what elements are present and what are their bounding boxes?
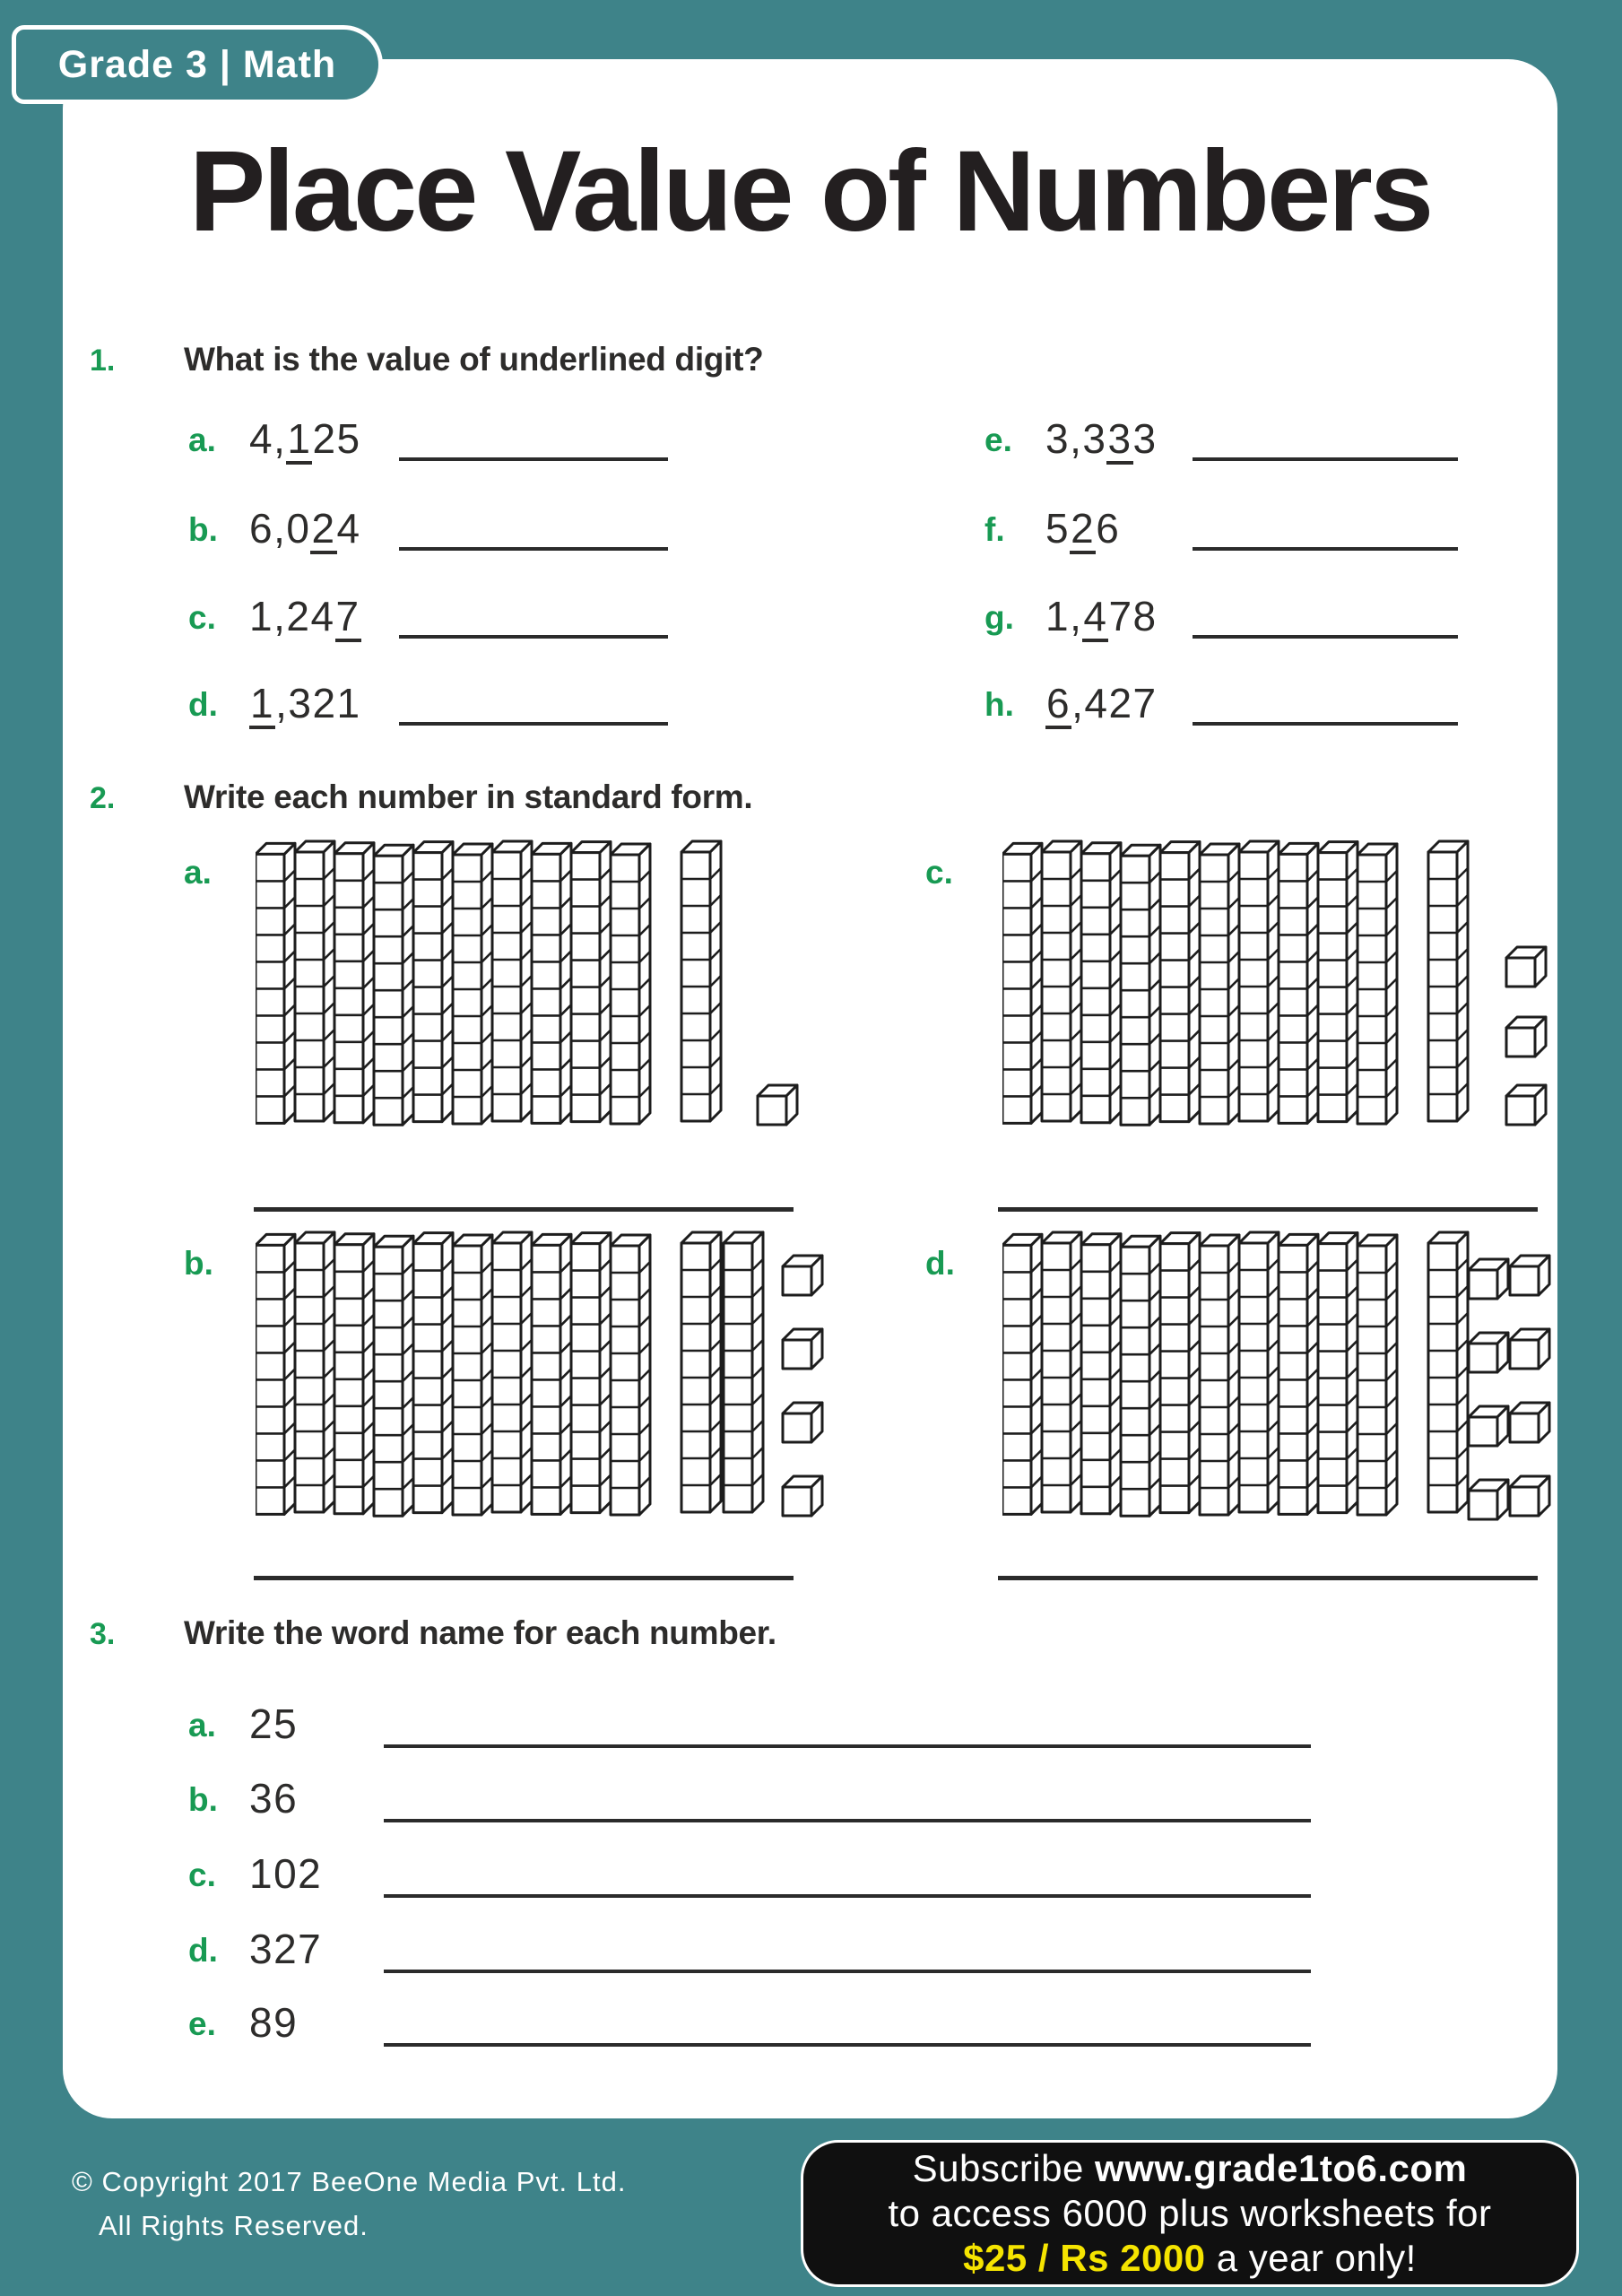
base-ten-blocks [1002, 1225, 1576, 1535]
q1-item-label: d. [188, 686, 218, 723]
q3-prompt: Write the word name for each number. [184, 1614, 776, 1651]
q2-item-label: d. [925, 1245, 955, 1282]
q1-item [0, 414, 1622, 470]
q1-item [0, 679, 1622, 735]
answer-blank-line[interactable] [384, 1744, 1311, 1748]
subscribe-line1 [913, 2146, 1468, 2191]
q3-item [0, 1998, 1622, 2054]
q3-item-label: e. [188, 2005, 216, 2042]
q2-item-label: a. [184, 854, 212, 891]
q3-item [0, 1700, 1622, 1755]
subscribe-site-link[interactable]: www.grade1to6.com [1095, 2147, 1468, 2189]
q3-header [0, 1614, 1622, 1659]
q1-item-value: 526 [1045, 504, 1120, 554]
q1-item-value: 1,247 [249, 592, 361, 642]
subscribe-line3 [963, 2236, 1417, 2281]
answer-blank-line[interactable] [384, 2043, 1311, 2047]
q1-item-label: c. [188, 599, 216, 636]
base-ten-blocks [256, 834, 829, 1144]
q2-prompt: Write each number in standard form. [184, 778, 753, 815]
grade-badge-label: Grade 3 | Math [57, 42, 337, 86]
q1-item-label: g. [984, 599, 1014, 636]
q2-item-label: c. [925, 854, 953, 891]
q3-item-value: 327 [249, 1926, 323, 1972]
underlined-digit: 4 [1082, 595, 1108, 642]
q1-item [0, 504, 1622, 560]
page-title: Place Value of Numbers [188, 127, 1432, 256]
q2-header [0, 778, 1622, 823]
q1-item-value: 1,478 [1045, 592, 1158, 642]
underlined-digit: 1 [249, 682, 275, 729]
q2-number: 2. [90, 781, 116, 815]
copyright-line2: All Rights Reserved. [99, 2210, 369, 2241]
q2-item-label: b. [184, 1245, 213, 1282]
copyright-text [72, 2160, 626, 2248]
q3-number: 3. [90, 1617, 116, 1651]
subscribe-banner [801, 2140, 1579, 2287]
answer-blank-line[interactable] [254, 1207, 794, 1212]
q3-item [0, 1925, 1622, 1980]
answer-blank-line[interactable] [1193, 722, 1458, 726]
q1-item-value: 3,333 [1045, 414, 1158, 465]
answer-blank-line[interactable] [1193, 547, 1458, 551]
q1-item-label: b. [188, 511, 218, 548]
q1-prompt: What is the value of underlined digit? [184, 341, 764, 378]
answer-blank-line[interactable] [384, 1894, 1311, 1898]
q3-item-label: a. [188, 1707, 216, 1744]
answer-blank-line[interactable] [254, 1576, 794, 1580]
q3-item-value: 102 [249, 1850, 323, 1897]
answer-blank-line[interactable] [998, 1207, 1538, 1212]
q1-item-label: e. [984, 422, 1012, 458]
underlined-digit: 6 [1045, 682, 1071, 729]
copyright-line1: © Copyright 2017 BeeOne Media Pvt. Ltd. [72, 2166, 627, 2197]
q1-item-label: f. [984, 511, 1005, 548]
underlined-digit: 1 [286, 417, 312, 465]
answer-blank-line[interactable] [1193, 635, 1458, 639]
underlined-digit: 7 [335, 595, 361, 642]
q1-header [0, 341, 1622, 386]
base-ten-blocks [1002, 834, 1576, 1144]
answer-blank-line[interactable] [998, 1576, 1538, 1580]
q1-item [0, 592, 1622, 648]
grade-badge [12, 25, 383, 104]
q3-item-label: c. [188, 1857, 216, 1893]
q3-item [0, 1774, 1622, 1830]
subscribe-price-suffix: a year only! [1205, 2237, 1417, 2279]
base-ten-blocks [256, 1225, 829, 1535]
answer-blank-line[interactable] [1193, 457, 1458, 461]
subscribe-line2: to access 6000 plus worksheets for [888, 2192, 1492, 2234]
q1-item-value: 1,321 [249, 679, 361, 729]
q1-item-label: a. [188, 422, 216, 458]
q3-item-value: 25 [249, 1700, 299, 1747]
q1-item-label: h. [984, 686, 1014, 723]
q3-item-value: 36 [249, 1775, 299, 1822]
q3-item-label: b. [188, 1781, 218, 1818]
answer-blank-line[interactable] [384, 1970, 1311, 1973]
q3-item-value: 89 [249, 1999, 299, 2046]
q1-number: 1. [90, 344, 116, 378]
q3-item [0, 1849, 1622, 1905]
q3-item-label: d. [188, 1932, 218, 1969]
underlined-digit: 3 [1106, 417, 1132, 465]
underlined-digit: 2 [310, 507, 336, 554]
q1-item-value: 4,125 [249, 414, 361, 465]
underlined-digit: 2 [1070, 507, 1096, 554]
q1-item-value: 6,024 [249, 504, 361, 554]
q1-item-value: 6,427 [1045, 679, 1158, 729]
answer-blank-line[interactable] [384, 1819, 1311, 1822]
subscribe-prefix: Subscribe [912, 2147, 1096, 2189]
subscribe-price: $25 / Rs 2000 [963, 2237, 1206, 2279]
